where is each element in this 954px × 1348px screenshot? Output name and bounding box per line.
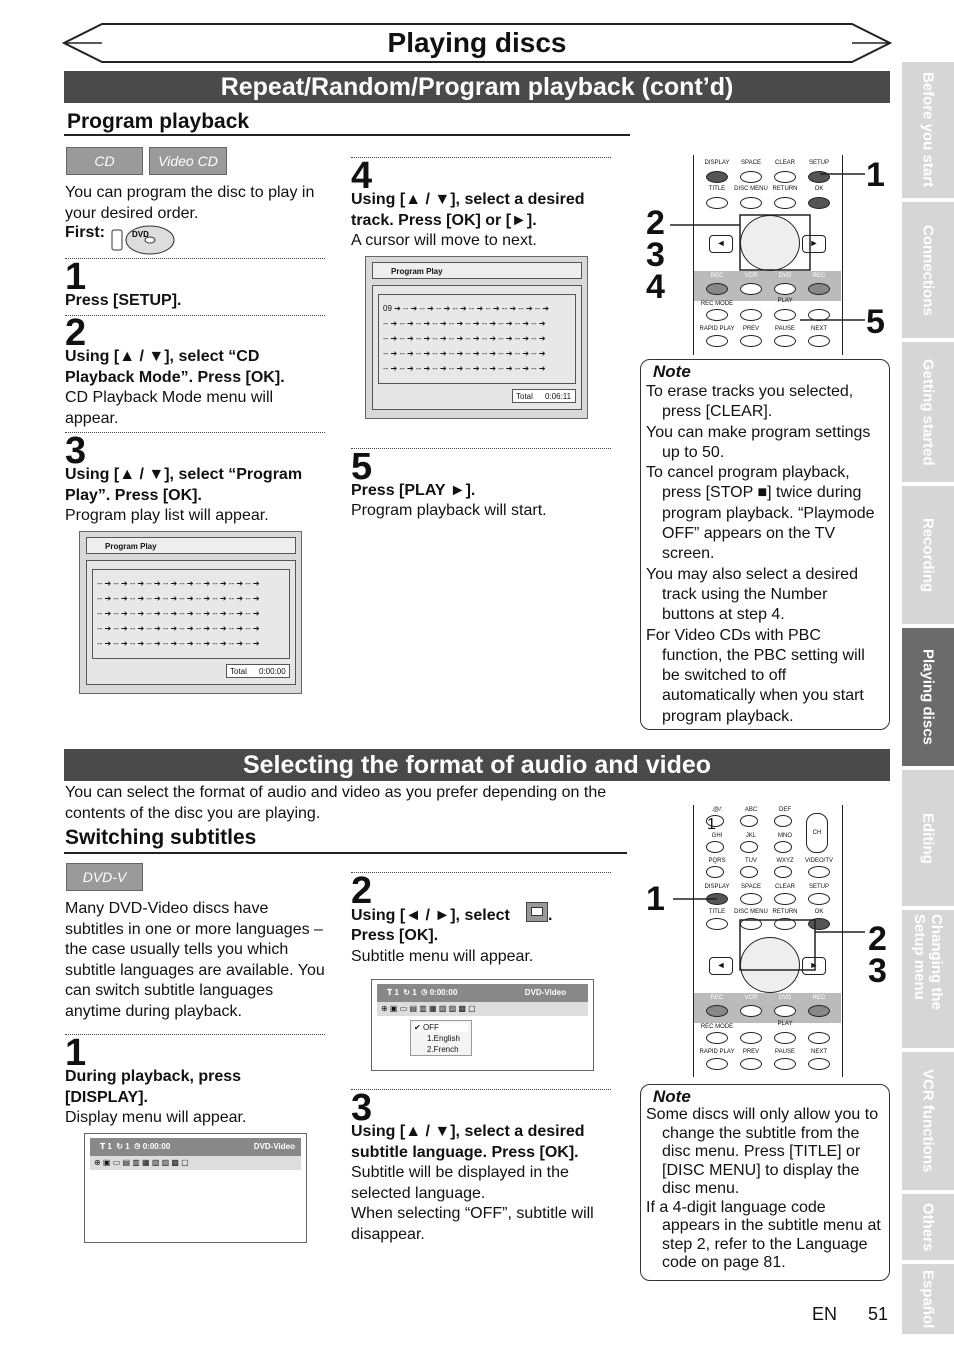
remote-control-1: DISPLAY SPACE CLEAR SETUP TITLE DISC MENU RETURN OK ◄ ► REC VCR DVD REC REC MODE PLAY RAPID PLAY PREV PAUSE NEXT [693, 155, 843, 355]
video-cd-logo: Video CD [149, 147, 227, 175]
display-menu-screen: 𝐓 1 ↻ 1 ◷ 0:00:00 DVD-Video ⊕ ▣ ▭ ▤ ▥ ▦ ▧ ▨ ▩ ▢ [84, 1133, 307, 1243]
callout-lines-2 [665, 890, 875, 980]
tab-before-you-start[interactable]: Before you start [902, 62, 954, 198]
dvd-v-logo: DVD-V [66, 863, 143, 891]
s2-step-2-number: 2 [351, 870, 373, 912]
step-4-bold: Using [▲ / ▼], select a desired track. Press [OK] or [►]. [351, 191, 585, 229]
switching-subtitles-heading: Switching subtitles [65, 826, 257, 849]
step-3-bold: Using [▲ / ▼], select “Program Play”. Press [OK]. [65, 466, 303, 504]
tab-connections[interactable]: Connections [902, 202, 954, 338]
step-3-text: Program play list will appear. [65, 507, 269, 524]
step-1-number: 1 [65, 256, 87, 298]
tab-others[interactable]: Others [902, 1194, 954, 1260]
s2-step-2-bold-a: Using [◄ / ►], select [351, 907, 510, 924]
footer-language: EN [812, 1304, 838, 1324]
tab-getting-started[interactable]: Getting started [902, 342, 954, 482]
step-5-bold: Press [PLAY ►]. [351, 482, 476, 499]
program-play-screen-2: Program Play 09 ➔ -- ➔ -- ➔ -- ➔ -- ➔ -- ➔ -- ➔ -- ➔ -- ➔ -- ➔ -- ➔ -- ➔ -- ➔ -- ➔ -- ➔ -- ➔ -- ➔ -- ➔ -- ➔ -- ➔ -- ➔ -- ➔ -- ➔ -- ➔ -- ➔ -- ➔ -- ➔ -- ➔ -- ➔ -- ➔ -- ➔ -- ➔ -- ➔ -- ➔ -- ➔ -- ➔ -- ➔ -- ➔ -- ➔ -- ➔ -- ➔ -- ➔ -- ➔ -- ➔ -- ➔ -- ➔ -- ➔ -- ➔ -- ➔ -- ➔ Total 0:06:11 [365, 256, 588, 419]
step-1-text: Press [SETUP]. [65, 292, 182, 309]
step-4-text: A cursor will move to next. [351, 232, 537, 249]
section-banner-audio-video: Selecting the format of audio and video [64, 749, 890, 781]
s2-step-1-text: Display menu will appear. [65, 1109, 247, 1126]
step-2-text: CD Playback Mode menu will appear. [65, 389, 274, 427]
note-item: Some discs will only allow you to change the subtitle from the disc menu. Press [TITLE] or [DISC MENU] to display the disc menu. [646, 1106, 879, 1197]
note-item: To erase tracks you selected, press [CLEAR]. [646, 383, 854, 421]
section2-intro: You can select the format of audio and video as you prefer depending on the contents of the disc you are playing. [65, 784, 607, 822]
tab-recording[interactable]: Recording [902, 486, 954, 624]
step-5-number: 5 [351, 446, 373, 488]
program-play-screen-1: Program Play -- ➔ -- ➔ -- ➔ -- ➔ -- ➔ -- ➔ -- ➔ -- ➔ -- ➔ -- ➔ -- ➔ -- ➔ -- ➔ -- ➔ -- ➔ -- ➔ -- ➔ -- ➔ -- ➔ -- ➔ -- ➔ -- ➔ -- ➔ -- ➔ -- ➔ -- ➔ -- ➔ -- ➔ -- ➔ -- ➔ -- ➔ -- ➔ -- ➔ -- ➔ -- ➔ -- ➔ -- ➔ -- ➔ -- ➔ -- ➔ -- ➔ -- ➔ -- ➔ -- ➔ -- ➔ -- ➔ -- ➔ -- ➔ -- ➔ -- ➔ Total 0:00:00 [79, 531, 302, 694]
step-5-text: Program playback will start. [351, 502, 547, 519]
note-box-program: Note To erase tracks you selected, press [CLEAR]. You can make program settings up to 50. To cancel program playback, press [STOP ■] twice during program playback. “Playmode OFF” appears on the TV screen. You may also select a desired track using the Number buttons at step 4. For Video CDs with PBC function, the PBC setting will be switched to off automatically when you start program playback. [640, 359, 890, 730]
tab-vcr-functions[interactable]: VCR functions [902, 1052, 954, 1190]
callout-3: 3 [646, 236, 665, 274]
callout-1: 1 [866, 156, 885, 194]
remote-control-2: .@/: ABC DEF 1 CH GHI JKL MNO PQRS TUV WXYZ VIDEO/TV DISPLAY SPACE CLEAR SETUP TITLE DISC MENU RETURN OK ◄ ► REC VCR DVD REC REC MODE PLAY RAPID PLAY PREV PAUSE NEXT [693, 805, 843, 1077]
svg-text:DVD: DVD [132, 230, 149, 239]
s2-step-2-text: Subtitle menu will appear. [351, 948, 534, 965]
callout-lines-1 [670, 165, 870, 330]
note-box-subtitles: Note Some discs will only allow you to change the subtitle from the disc menu. Press [TITLE] or [DISC MENU] to display the disc menu. If a 4-digit language code appears in the subtitle menu at step 2, refer to the Language code on page 81. [640, 1084, 890, 1281]
note-item: For Video CDs with PBC function, the PBC setting will be switched to off automatically when you start program playback. [646, 626, 865, 725]
page-title: Playing discs [387, 27, 567, 58]
program-playback-heading: Program playback [67, 110, 250, 133]
step-2-bold: Using [▲ / ▼], select “CD Playback Mode”. Press [OK]. [65, 348, 285, 386]
step-3-number: 3 [65, 430, 87, 472]
note-item: You may also select a desired track using the Number buttons at step 4. [646, 565, 858, 624]
subtitle-icon [526, 902, 548, 922]
s2-step-1-bold: During playback, press [DISPLAY]. [65, 1068, 242, 1106]
step-4-number: 4 [351, 155, 373, 197]
note-item: To cancel program playback, press [STOP ■] twice during program playback. “Playmode OFF” appears on the TV screen. [646, 464, 875, 563]
s2-callout-2: 2 [868, 920, 887, 958]
page-number: 51 [868, 1304, 889, 1324]
s2-step-3-number: 3 [351, 1087, 373, 1129]
s2-callout-3: 3 [868, 952, 887, 990]
s2-step-3-text1: Subtitle will be displayed in the selected language. [351, 1164, 569, 1202]
dvd-disc-icon [110, 222, 176, 256]
s2-callout-1: 1 [646, 880, 665, 918]
program-intro: You can program the disc to play in your desired order. [65, 184, 315, 222]
callout-2: 2 [646, 204, 665, 242]
tab-espanol[interactable]: Español [902, 1264, 954, 1334]
s2-step-2-bold-b: . [548, 907, 553, 924]
cd-logo: CD [66, 147, 143, 175]
callout-5: 5 [866, 303, 885, 341]
s2-step-3-bold: Using [▲ / ▼], select a desired subtitle language. Press [OK]. [351, 1123, 585, 1161]
first-label: First: [65, 224, 105, 241]
tab-editing[interactable]: Editing [902, 770, 954, 906]
s2-step-1-number: 1 [65, 1032, 87, 1074]
step-2-number: 2 [65, 312, 87, 354]
callout-4: 4 [646, 268, 665, 306]
section-banner-program: Repeat/Random/Program playback (cont’d) [64, 71, 890, 103]
subtitles-body: Many DVD-Video discs have subtitles in one or more languages – the case usually tells you which subtitle languages are available. You can switch subtitle languages anytime during playback. [65, 900, 325, 1020]
s2-step-3-text2: When selecting “OFF”, subtitle will disappear. [351, 1205, 594, 1243]
tab-playing-discs[interactable]: Playing discs [902, 628, 954, 766]
subtitle-menu-screen: 𝐓 1 ↻ 1 ◷ 0:00:00 DVD-Video ⊕ ▣ ▭ ▤ ▥ ▦ ▧ ▨ ▩ ▢ ✔ OFF 1.English 2.French [371, 979, 594, 1071]
note-item: You can make program settings up to 50. [646, 423, 871, 461]
tab-changing-setup-menu[interactable]: Changing the Setup menu [902, 910, 954, 1048]
note-item: If a 4-digit language code appears in the subtitle menu at step 2, refer to the Language code on page 81. [646, 1198, 881, 1271]
